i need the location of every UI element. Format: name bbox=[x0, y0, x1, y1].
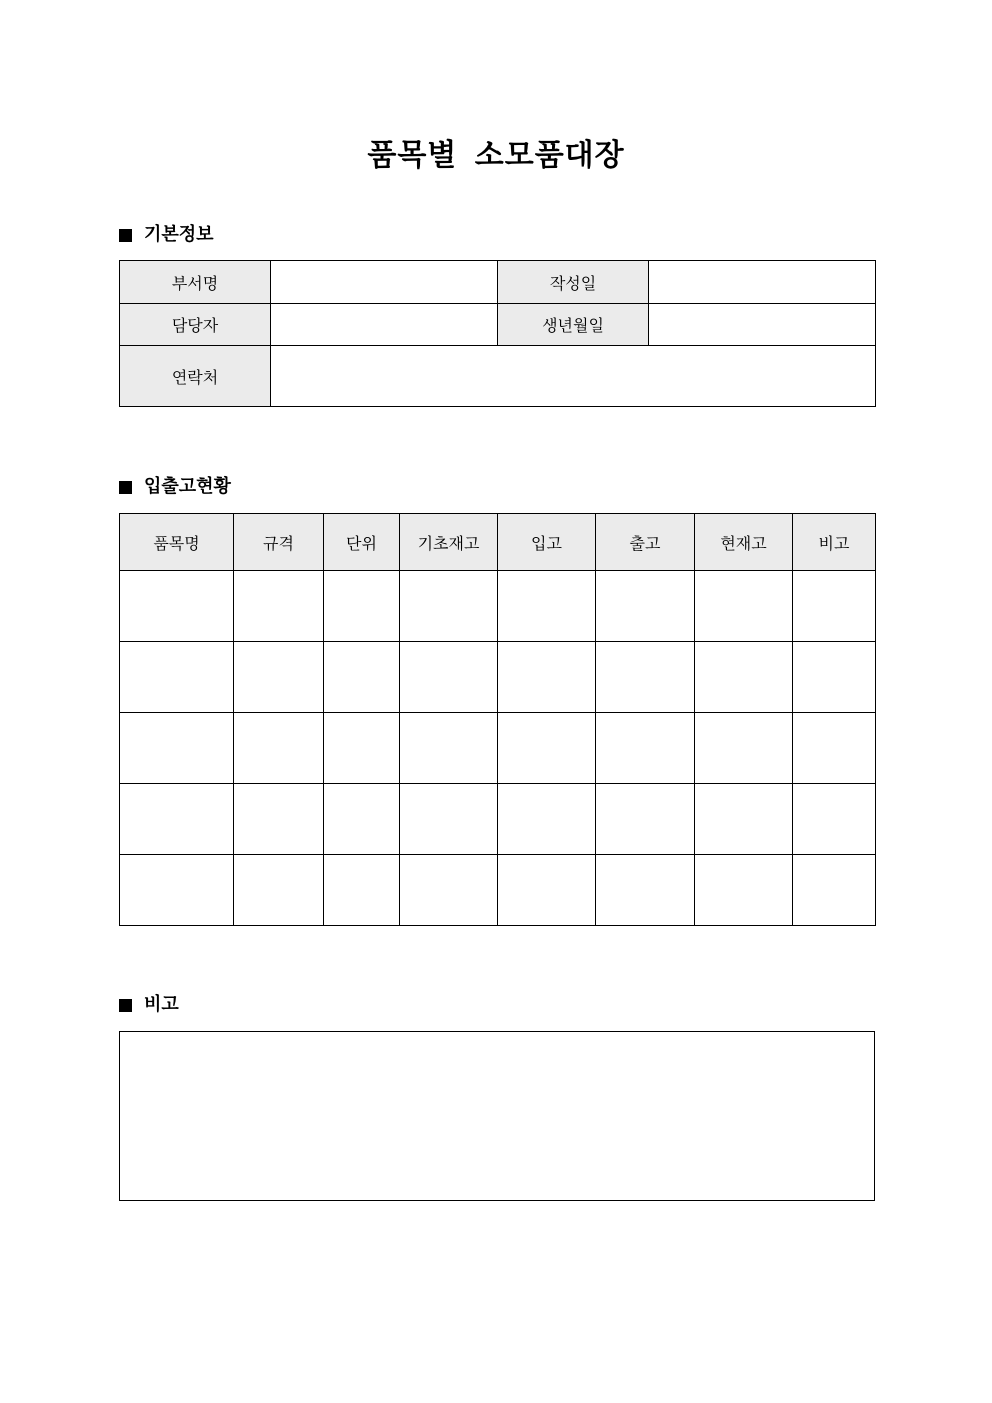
table-cell[interactable] bbox=[793, 855, 876, 926]
table-cell[interactable] bbox=[324, 784, 400, 855]
section-heading-notes bbox=[119, 993, 179, 1017]
manager-label: 담당자 bbox=[120, 304, 271, 346]
contact-field[interactable] bbox=[271, 346, 876, 407]
page-title: 품목별 소모품대장 bbox=[367, 138, 625, 173]
square-bullet-icon bbox=[119, 229, 132, 242]
table-cell[interactable] bbox=[498, 642, 596, 713]
square-bullet-icon bbox=[119, 999, 132, 1012]
department-label: 부서명 bbox=[120, 261, 271, 304]
header-incoming: 입고 bbox=[498, 514, 596, 571]
table-row bbox=[120, 784, 876, 855]
table-cell[interactable] bbox=[596, 855, 695, 926]
table-cell[interactable] bbox=[400, 855, 498, 926]
table-cell[interactable] bbox=[596, 571, 695, 642]
section-heading-label: 입출고현황 bbox=[144, 476, 231, 497]
table-cell[interactable] bbox=[400, 713, 498, 784]
table-row bbox=[120, 713, 876, 784]
table-cell[interactable] bbox=[793, 571, 876, 642]
table-cell[interactable] bbox=[596, 784, 695, 855]
table-cell[interactable] bbox=[234, 571, 324, 642]
table-cell[interactable] bbox=[120, 642, 234, 713]
table-cell[interactable] bbox=[498, 855, 596, 926]
header-item-name: 품목명 bbox=[120, 514, 234, 571]
table-cell[interactable] bbox=[793, 784, 876, 855]
stock-status-table bbox=[119, 513, 876, 926]
table-row bbox=[120, 571, 876, 642]
contact-label: 연락처 bbox=[120, 346, 271, 407]
table-cell[interactable] bbox=[695, 855, 793, 926]
header-spec: 규격 bbox=[234, 514, 324, 571]
date-field[interactable] bbox=[649, 261, 876, 304]
table-row bbox=[120, 642, 876, 713]
section-heading-label: 기본정보 bbox=[144, 224, 214, 245]
table-cell[interactable] bbox=[596, 713, 695, 784]
table-cell[interactable] bbox=[793, 713, 876, 784]
manager-field[interactable] bbox=[271, 304, 498, 346]
section-heading-label: 비고 bbox=[144, 994, 179, 1015]
header-outgoing: 출고 bbox=[596, 514, 695, 571]
table-cell[interactable] bbox=[120, 571, 234, 642]
table-cell[interactable] bbox=[324, 571, 400, 642]
square-bullet-icon bbox=[119, 481, 132, 494]
table-cell[interactable] bbox=[120, 713, 234, 784]
table-cell[interactable] bbox=[120, 855, 234, 926]
table-cell[interactable] bbox=[695, 571, 793, 642]
table-cell[interactable] bbox=[400, 784, 498, 855]
table-row bbox=[120, 346, 876, 407]
basic-info-table bbox=[119, 260, 876, 407]
table-cell[interactable] bbox=[498, 571, 596, 642]
table-cell[interactable] bbox=[498, 784, 596, 855]
date-label: 작성일 bbox=[498, 261, 649, 304]
table-cell[interactable] bbox=[234, 855, 324, 926]
header-opening-stock: 기초재고 bbox=[400, 514, 498, 571]
table-cell[interactable] bbox=[695, 784, 793, 855]
birthdate-label: 생년월일 bbox=[498, 304, 649, 346]
table-cell[interactable] bbox=[793, 642, 876, 713]
header-unit: 단위 bbox=[324, 514, 400, 571]
header-current-stock: 현재고 bbox=[695, 514, 793, 571]
table-cell[interactable] bbox=[400, 571, 498, 642]
table-row bbox=[120, 855, 876, 926]
table-row bbox=[120, 261, 876, 304]
table-cell[interactable] bbox=[324, 642, 400, 713]
table-cell[interactable] bbox=[234, 642, 324, 713]
table-cell[interactable] bbox=[400, 642, 498, 713]
section-heading-stock-status bbox=[119, 475, 231, 499]
table-cell[interactable] bbox=[695, 642, 793, 713]
table-cell[interactable] bbox=[234, 784, 324, 855]
section-heading-basic-info bbox=[119, 223, 214, 247]
table-cell[interactable] bbox=[324, 713, 400, 784]
table-cell[interactable] bbox=[234, 713, 324, 784]
notes-field[interactable] bbox=[119, 1031, 875, 1201]
header-remarks: 비고 bbox=[793, 514, 876, 571]
table-cell[interactable] bbox=[596, 642, 695, 713]
table-cell[interactable] bbox=[120, 784, 234, 855]
table-cell[interactable] bbox=[324, 855, 400, 926]
table-header-row bbox=[120, 514, 876, 571]
table-cell[interactable] bbox=[498, 713, 596, 784]
department-field[interactable] bbox=[271, 261, 498, 304]
table-row bbox=[120, 304, 876, 346]
table-cell[interactable] bbox=[695, 713, 793, 784]
birthdate-field[interactable] bbox=[649, 304, 876, 346]
